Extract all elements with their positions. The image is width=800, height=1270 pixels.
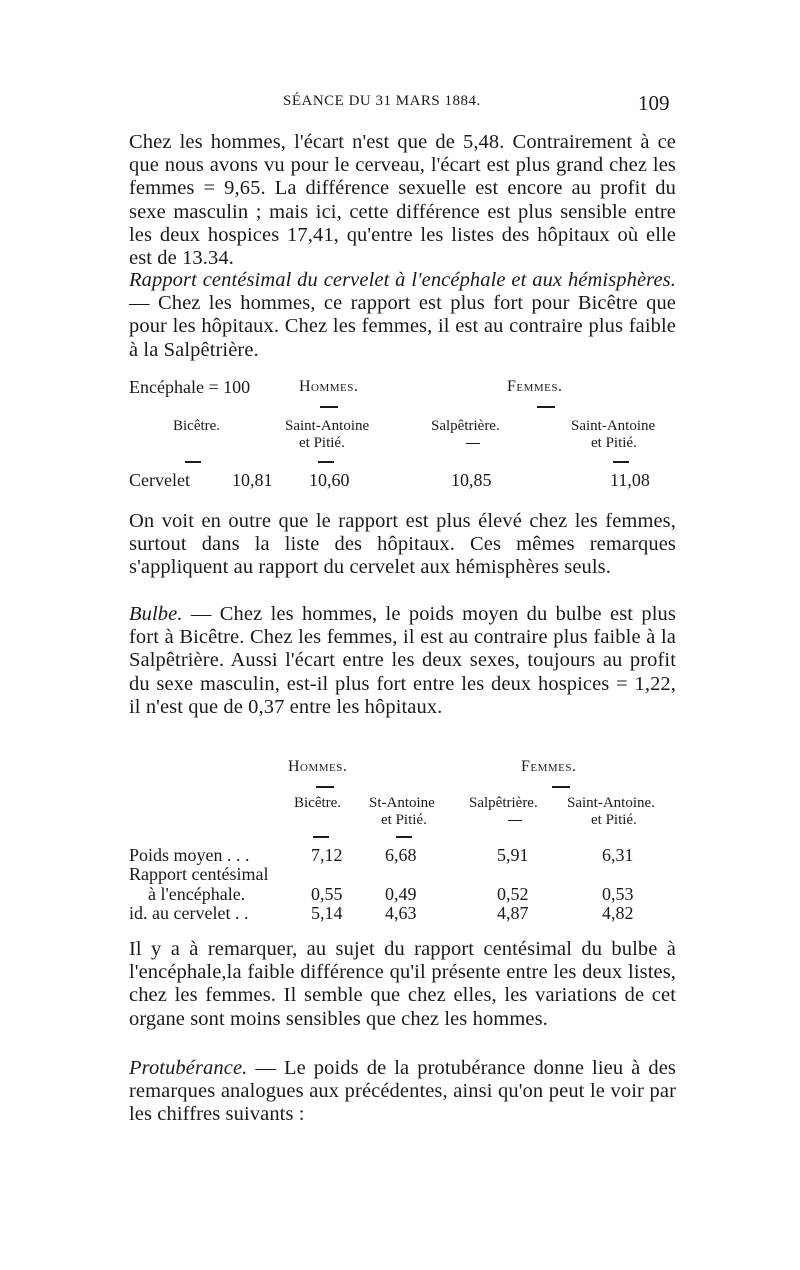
row-label-encephale: à l'encéphale.	[148, 884, 246, 904]
divider	[316, 786, 334, 788]
divider	[320, 406, 338, 408]
column-header-bicetre: Bicêtre.	[173, 418, 221, 434]
paragraph-protuberance-body: — Le poids de la protubérance donne lieu à des remarques analogues aux précédentes, ainsi qu'on peut le voir par les chiffres suivants :	[129, 1057, 676, 1126]
row-label-rapport-centesimal: Rapport centésimal	[129, 864, 269, 884]
table-cell: 5,14	[311, 903, 343, 923]
section-title-bulbe: Bulbe.	[129, 603, 183, 625]
column-header-salpetriere: Salpêtrière.	[469, 795, 538, 811]
table-cell: 0,53	[602, 884, 634, 904]
table-cell: 4,82	[602, 903, 634, 923]
paragraph-ecart: Chez les hommes, l'écart n'est que de 5,48. Contrairement à ce que nous avons vu pour le cerveau, l'écart est plus grand chez les femmes = 9,65. La différence sexuelle est encore au profit du sexe masculin ; mais ici, cette différence est plus sensible entre les deux hospices 17,41, qu'entre les listes des hôpitaux où elle est de 13.34.	[129, 131, 676, 270]
table-cell: 6,68	[385, 845, 417, 865]
page-header	[0, 93, 800, 117]
table-cell: 5,91	[497, 845, 529, 865]
section-title-protuberance: Protubérance.	[129, 1057, 248, 1079]
divider	[537, 406, 555, 408]
running-title: SÉANCE DU 31 MARS 1884.	[283, 93, 481, 109]
table-cell: 0,55	[311, 884, 343, 904]
table-cell: 11,08	[610, 470, 650, 490]
table-cell: 4,63	[385, 903, 417, 923]
table-stub-encephale: Encéphale = 100	[129, 377, 251, 397]
paragraph-rapport-cervelet	[129, 269, 676, 362]
paragraph-rapport-body: — Chez les hommes, ce rapport est plus fort pour Bicêtre que pour les hôpitaux. Chez les femmes, il est au contraire plus faible à la Salpêtrière.	[129, 292, 676, 361]
table-cell: 7,12	[311, 845, 343, 865]
divider	[396, 836, 412, 838]
column-header-et-pitie: et Pitié.	[591, 435, 637, 451]
group-header-hommes: Hommes.	[299, 378, 359, 395]
column-header-et-pitie: et Pitié.	[299, 435, 345, 451]
group-header-hommes: Hommes.	[288, 758, 348, 775]
row-label-poids-moyen: Poids moyen . . .	[129, 845, 250, 865]
divider	[185, 461, 201, 463]
table-cell: 10,60	[309, 470, 350, 490]
group-header-femmes: Femmes.	[507, 378, 563, 395]
column-header-et-pitie: et Pitié.	[381, 812, 427, 828]
divider	[318, 461, 334, 463]
section-title-rapport: Rapport centésimal du cervelet à l'encéphale et aux hémisphères.	[129, 269, 676, 291]
table-cell: 10,81	[232, 470, 273, 490]
paragraph-bulbe-body: — Chez les hommes, le poids moyen du bulbe est plus fort à Bicêtre. Chez les femmes, il est au contraire plus faible à la Salpêtrière. Aussi l'écart entre les deux sexes, toujours au profit du sexe masculin, est-il plus fort entre les deux hospices = 1,22, il n'est que de 0,37 entre les hôpitaux.	[129, 603, 676, 718]
column-header-saint-antoine: Saint-Antoine.	[567, 795, 655, 811]
paragraph-remarque-rapport: On voit en outre que le rapport est plus élevé chez les femmes, surtout dans la liste des hôpitaux. Ces mêmes remarques s'appliquent au rapport du cervelet aux hémisphères seuls.	[129, 510, 676, 579]
column-header-st-antoine: St-Antoine	[369, 795, 435, 811]
row-label-cervelet: Cervelet	[129, 470, 190, 490]
column-header-salpetriere: Salpêtrière.	[431, 418, 500, 434]
divider	[613, 461, 629, 463]
divider	[466, 443, 480, 444]
table-cell: 0,52	[497, 884, 529, 904]
table-cell: 0,49	[385, 884, 417, 904]
page-number: 109	[638, 91, 670, 115]
paragraph-bulbe	[129, 603, 676, 719]
divider	[552, 786, 570, 788]
column-header-bicetre: Bicêtre.	[294, 795, 342, 811]
table-cell: 10,85	[451, 470, 492, 490]
group-header-femmes: Femmes.	[521, 758, 577, 775]
paragraph-remarque-bulbe: Il y a à remarquer, au sujet du rapport centésimal du bulbe à l'encéphale,la faible différence qu'il présente entre les deux listes, chez les femmes. Il semble que chez elles, les variations de cet organe sont moins sensibles que chez les hommes.	[129, 938, 676, 1030]
table-cell: 6,31	[602, 845, 634, 865]
column-header-et-pitie: et Pitié.	[591, 812, 637, 828]
table-cell: 4,87	[497, 903, 529, 923]
row-label-cervelet: id. au cervelet . .	[129, 903, 249, 923]
column-header-saint-antoine: Saint-Antoine	[285, 418, 370, 434]
divider	[508, 820, 522, 821]
column-header-saint-antoine: Saint-Antoine	[571, 418, 656, 434]
paragraph-protuberance	[129, 1057, 676, 1127]
divider	[313, 836, 329, 838]
